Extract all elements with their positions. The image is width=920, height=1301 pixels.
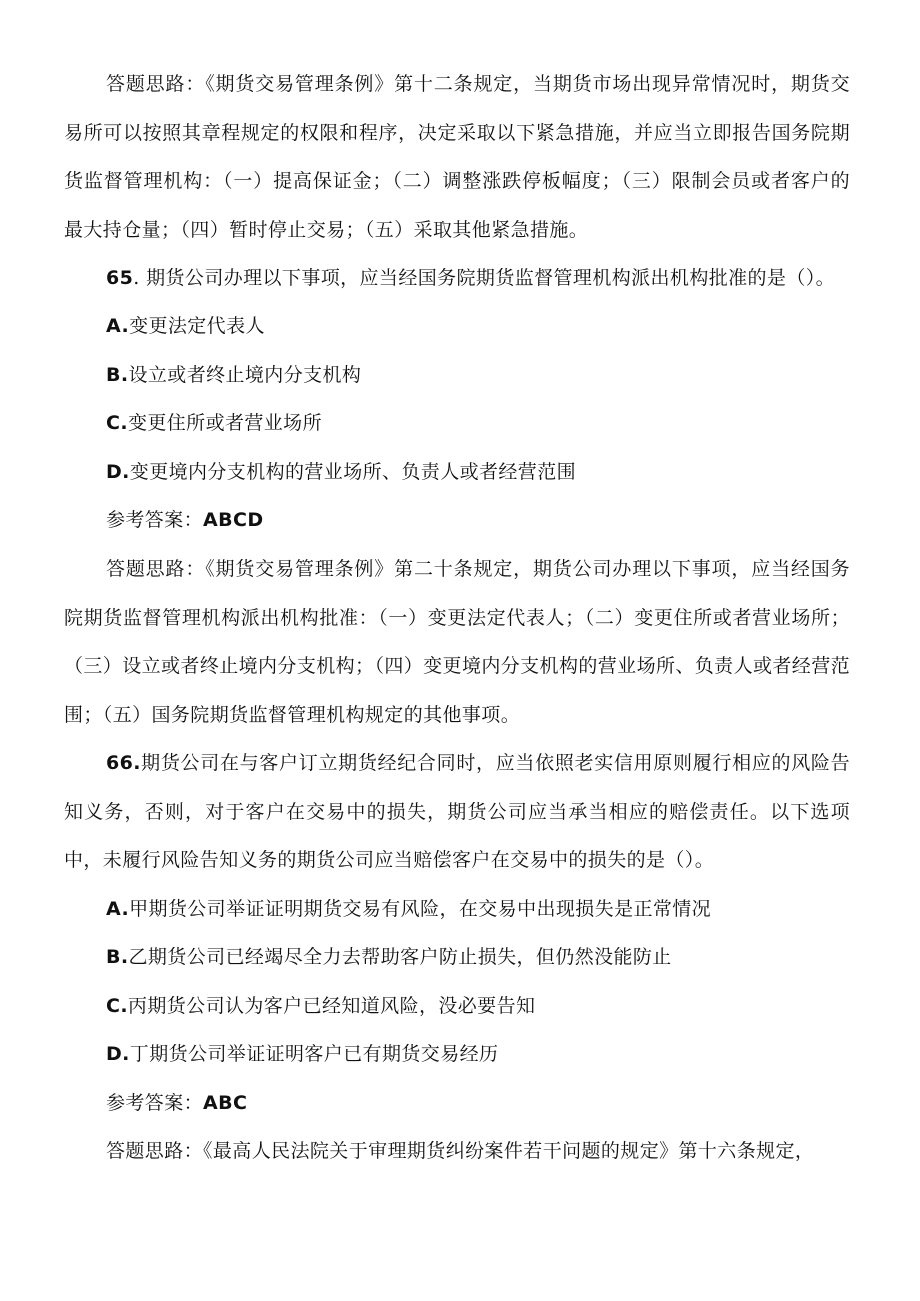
question-66 <box>64 739 850 885</box>
answer-value: ABC <box>203 1092 248 1114</box>
question-text: . 期货公司办理以下事项，应当经国务院期货监督管理机构派出机构批准的是（）。 <box>133 267 836 289</box>
option-text: 设立或者终止境内分支机构 <box>128 364 362 386</box>
question-65 <box>64 254 850 303</box>
option-letter: C. <box>106 412 128 434</box>
answer-label: 参考答案： <box>106 509 204 531</box>
option-text: 丁期货公司举证证明客户已有期货交易经历 <box>129 1043 499 1065</box>
explanation-q65: 答题思路：《期货交易管理条例》第二十条规定，期货公司办理以下事项，应当经国务院期货监督管理机构派出机构批准：（一）变更法定代表人；（二）变更住所或者营业场所；（三）设立或者终止境内分支机构；（四）变更境内分支机构的营业场所、负责人或者经营范围；（五）国务院期货监督管理机构规定的其他事项。 <box>64 558 850 726</box>
option-text: 变更法定代表人 <box>129 315 265 337</box>
option-letter: D. <box>106 1043 130 1065</box>
option-letter: B. <box>106 946 129 968</box>
option-text: 变更境内分支机构的营业场所、负责人或者经营范围 <box>129 461 576 483</box>
option-letter: B. <box>106 364 129 386</box>
option-c <box>106 399 850 448</box>
question-text: 期货公司在与客户订立期货经纪合同时，应当依照老实信用原则履行相应的风险告知义务，否则，对于客户在交易中的损失，期货公司应当承当相应的赔偿责任。以下选项中，未履行风险告知义务的期货公司应当赔偿客户在交易中的损失的是（）。 <box>64 752 850 871</box>
option-c <box>106 982 850 1031</box>
option-b <box>106 933 850 982</box>
option-letter: C. <box>106 995 128 1017</box>
answer-label: 参考答案： <box>106 1092 204 1114</box>
answer-65 <box>106 496 850 545</box>
option-text: 甲期货公司举证证明期货交易有风险，在交易中出现损失是正常情况 <box>129 898 712 920</box>
option-text: 乙期货公司已经竭尽全力去帮助客户防止损失，但仍然没能防止 <box>128 946 672 968</box>
explanation-q64: 答题思路：《期货交易管理条例》第十二条规定，当期货市场出现异常情况时，期货交易所可以按照其章程规定的权限和程序，决定采取以下紧急措施，并应当立即报告国务院期货监督管理机构：（一）提高保证金；（二）调整涨跌停板幅度；（三）限制会员或者客户的最大持仓量；（四）暂时停止交易；（五）采取其他紧急措施。 <box>64 73 850 241</box>
option-d <box>106 448 850 497</box>
question-number: 66. <box>106 752 141 774</box>
option-a <box>106 885 850 934</box>
explanation-q66: 答题思路：《最高人民法院关于审理期货纠纷案件若干问题的规定》第十六条规定， <box>106 1140 815 1162</box>
option-d <box>106 1030 850 1079</box>
option-b <box>106 351 850 400</box>
option-text: 丙期货公司认为客户已经知道风险，没必要告知 <box>127 995 536 1017</box>
option-letter: A. <box>106 315 130 337</box>
option-a <box>106 302 850 351</box>
answer-66 <box>106 1079 850 1128</box>
answer-value: ABCD <box>203 509 264 531</box>
option-letter: D. <box>106 461 130 483</box>
question-number: 65 <box>106 267 134 289</box>
option-letter: A. <box>106 898 130 920</box>
option-text: 变更住所或者营业场所 <box>127 412 322 434</box>
